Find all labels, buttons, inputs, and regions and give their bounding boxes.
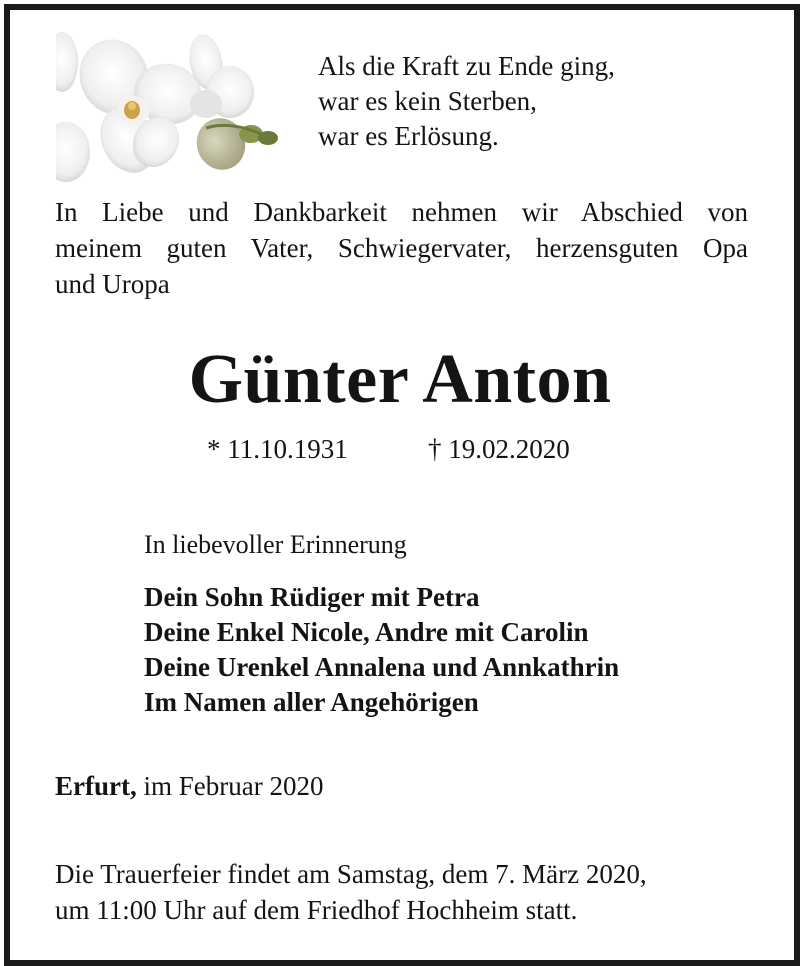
birth-date: * 11.10.1931 (207, 434, 348, 464)
family-line: Deine Urenkel Annalena und Annkathrin (144, 652, 620, 682)
poem-line: war es Erlösung. (318, 121, 499, 151)
service-line: um 11:00 Uhr auf dem Friedhof Hochheim statt. (55, 895, 578, 925)
poem-line: Als die Kraft zu Ende ging, (318, 51, 615, 81)
family-line: Dein Sohn Rüdiger mit Petra (144, 582, 480, 612)
intro-line: und Uropa (55, 269, 170, 299)
family-line: Im Namen aller Angehörigen (144, 687, 479, 717)
family-list (144, 580, 619, 720)
intro-text (55, 194, 748, 302)
poem (318, 49, 615, 154)
orchid-image (56, 32, 280, 184)
place-city: Erfurt, (55, 771, 137, 801)
place-month: im Februar 2020 (136, 771, 324, 801)
place-date (55, 769, 323, 803)
poem-line: war es kein Sterben, (318, 86, 537, 116)
death-date: † 19.02.2020 (428, 434, 570, 464)
intro-line: meinem guten Vater, Schwiegervater, herzensguten Opa (55, 233, 748, 263)
intro-line: In Liebe und Dankbarkeit nehmen wir Abschied von (55, 197, 748, 227)
deceased-name: Günter Anton (188, 341, 612, 418)
memory-line: In liebevoller Erinnerung (144, 530, 407, 559)
family-line: Deine Enkel Nicole, Andre mit Carolin (144, 617, 589, 647)
funeral-service-info (55, 856, 647, 928)
orchid-flower-icon (56, 32, 280, 184)
service-line: Die Trauerfeier findet am Samstag, dem 7. März 2020, (55, 859, 647, 889)
